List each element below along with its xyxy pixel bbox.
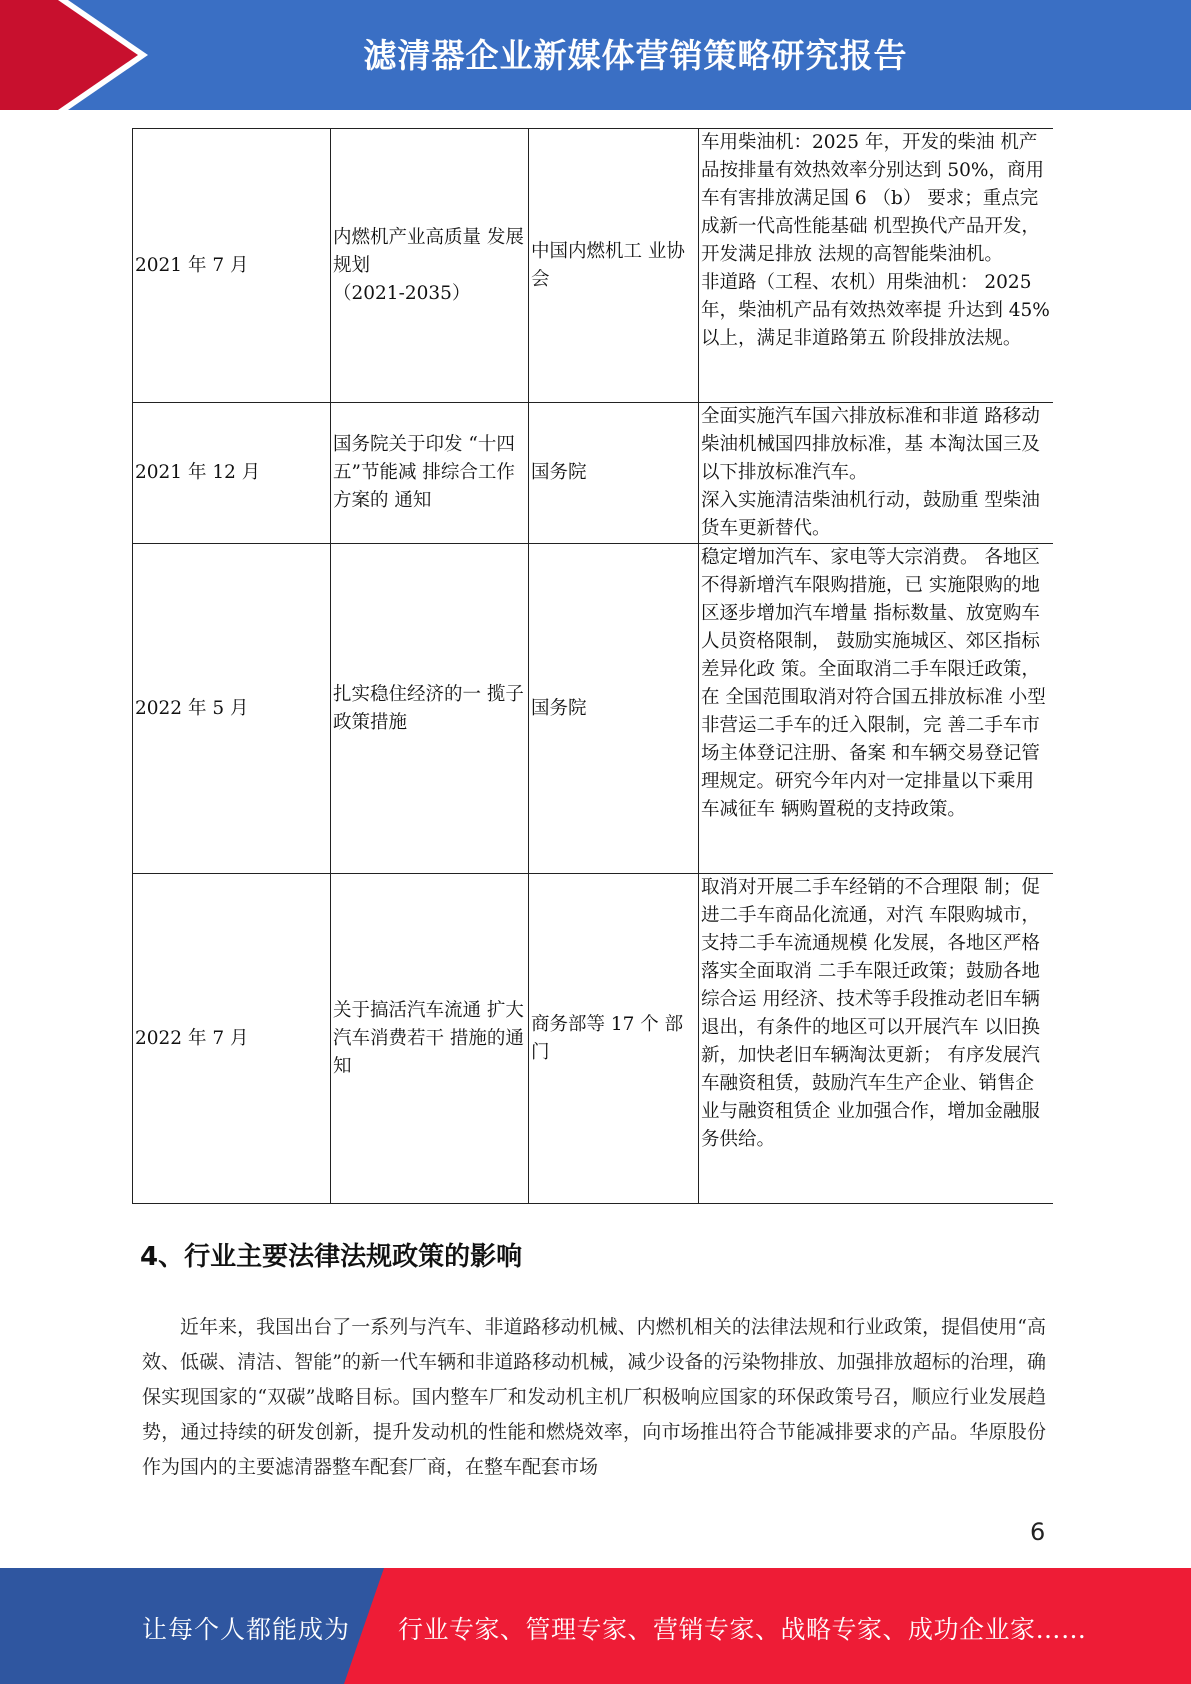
description-paragraph: 取消对开展二手车经销的不合理限 制；促进二手车商品化流通，对汽 车限购城市，支持二手车流通规模 化发展，各地区严格落实全面取消 二手车限迁政策；鼓励各地综合运 用经济、技术等手段推动老旧车辆 退出，有条件的地区可以开展汽车 以旧换新，加快老旧车辆淘汰更新； 有序发展汽车融资租赁，鼓励汽车生产企业、销售企业与融资租赁企 业加强合作，增加金融服务供给。: [701, 877, 1040, 1150]
table-row: [133, 544, 1053, 874]
policy-description: [699, 874, 1053, 1204]
policy-title: 扎实稳住经济的一 揽子政策措施: [331, 544, 529, 874]
policy-description: [699, 544, 1053, 874]
table-row: [133, 129, 1053, 403]
policy-description: [699, 129, 1053, 403]
policy-title: 关于搞活汽车流通 扩大汽车消费若干 措施的通知: [331, 874, 529, 1204]
table-row: [133, 874, 1053, 1204]
page-header: [0, 0, 1191, 110]
policy-date: 2021 年 12 月: [133, 403, 331, 544]
section-heading: 4、行业主要法律法规政策的影响: [140, 1242, 523, 1272]
footer-slogan-right: 行业专家、管理专家、营销专家、战略专家、成功企业家……: [398, 1615, 1087, 1644]
description-paragraph: 车用柴油机：2025 年，开发的柴油 机产品按排量有效热效率分别达到 50%，商用车有害排放满足国 6 （b） 要求；重点完成新一代高性能基础 机型换代产品开发，开发满足排放 法规的高智能柴油机。: [701, 132, 1045, 265]
description-paragraph: 全面实施汽车国六排放标准和非道 路移动柴油机械国四排放标准，基 本淘汰国三及以下排放标准汽车。: [701, 406, 1040, 483]
table-row: [133, 403, 1053, 544]
description-paragraph: 非道路（工程、农机）用柴油机： 2025 年，柴油机产品有效热效率提 升达到 45%以上，满足非道路第五 阶段排放法规。: [701, 272, 1050, 349]
document-title: 滤清器企业新媒体营销策略研究报告: [363, 36, 908, 75]
policy-date: 2021 年 7 月: [133, 129, 331, 403]
policy-issuer: 商务部等 17 个 部门: [529, 874, 699, 1204]
policy-date: 2022 年 5 月: [133, 544, 331, 874]
footer-slogan-left: 让每个人都能成为: [142, 1615, 351, 1644]
page-number: 6: [1030, 1518, 1046, 1546]
policy-table: [132, 128, 1053, 1204]
policy-date: 2022 年 7 月: [133, 874, 331, 1204]
section-body: 近年来，我国出台了一系列与汽车、非道路移动机械、内燃机相关的法律法规和行业政策，提倡使用“高效、低碳、清洁、智能”的新一代车辆和非道路移动机械，减少设备的污染物排放、加强排放超标的治理，确保实现国家的“双碳”战略目标。国内整车厂和发动机主机厂积极响应国家的环保政策号召，顺应行业发展趋势，通过持续的研发创新，提升发动机的性能和燃烧效率，向市场推出符合节能减排要求的产品。华原股份作为国内的主要滤清器整车配套厂商，在整车配套市场: [142, 1316, 1046, 1478]
policy-issuer: 中国内燃机工 业协会: [529, 129, 699, 403]
page-footer: [0, 1568, 1191, 1684]
policy-title: 国务院关于印发 “十四五”节能减 排综合工作方案的 通知: [331, 403, 529, 544]
policy-description: [699, 403, 1053, 544]
policy-issuer: 国务院: [529, 403, 699, 544]
policy-title: 内燃机产业高质量 发展规划 （2021-2035）: [331, 129, 529, 403]
description-paragraph: 深入实施清洁柴油机行动，鼓励重 型柴油货车更新替代。: [701, 490, 1040, 539]
description-paragraph: 稳定增加汽车、家电等大宗消费。 各地区不得新增汽车限购措施，已 实施限购的地区逐步增加汽车增量 指标数量、放宽购车人员资格限制， 鼓励实施城区、郊区指标差异化政 策。全面取消二手车限迁政策，在 全国范围取消对符合国五排放标准 小型非营运二手车的迁入限制，完 善二手车市场主体登记注册、备案 和车辆交易登记管理规定。研究今年内对一定排量以下乘用车减征车 辆购置税的支持政策。: [701, 547, 1046, 820]
policy-issuer: 国务院: [529, 544, 699, 874]
